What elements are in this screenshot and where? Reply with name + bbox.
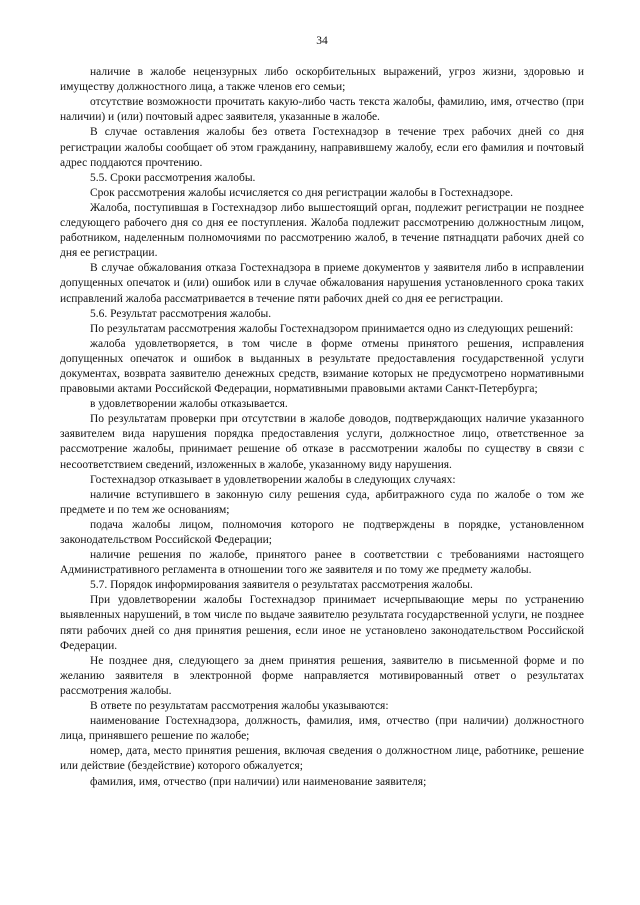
page-number: 34 <box>316 35 328 47</box>
list-item: жалоба удовлетворяется, в том числе в форме отмены принятого решения, исправления допущенных опечаток и ошибок в выданных в результате предоставления государственной услуги документах, возврата заявителю денежных средств, взимание которых не предусмотрено нормативными правовыми актами Российской Федерации, нормативными правовыми актами Санкт-Петербурга; <box>60 337 584 396</box>
list-item: фамилия, имя, отчество (при наличии) или наименование заявителя; <box>90 775 427 788</box>
list-item: подача жалобы лицом, полномочия которого не подтверждены в порядке, установленном законодательством Российской Федерации; <box>60 518 584 546</box>
paragraph: наличие в жалобе нецензурных либо оскорбительных выражений, угроз жизни, здоровью и имуществу должностного лица, а также членов его семьи; <box>60 66 584 94</box>
list-item: номер, дата, место принятия решения, включая сведения о должностном лице, работнике, решение или действие (бездействие) которого обжалуется; <box>60 745 584 773</box>
paragraph: При удовлетворении жалобы Гостехнадзор принимает исчерпывающие меры по устранению выявленных нарушений, в том числе по выдаче заявителю результата государственной услуги, не позднее пяти рабочих дней со дня принятия решения, если иное не установлено законодательством Российской Федерации. <box>60 594 584 652</box>
paragraph: Гостехнадзор отказывает в удовлетворении жалобы в следующих случаях: <box>90 473 456 486</box>
paragraph: В случае обжалования отказа Гостехнадзора в приеме документов у заявителя либо в исправлении допущенных опечаток и (или) ошибок или в случае обжалования нарушения установленного срока таких исправлений жалоба рассматривается в течение пяти рабочих дней со дня ее регистрации. <box>60 262 584 305</box>
paragraph: По результатам рассмотрения жалобы Гостехнадзором принимается одно из следующих решений: <box>90 322 574 335</box>
paragraph: В случае оставления жалобы без ответа Гостехнадзор в течение трех рабочих дней со дня регистрации жалобы сообщает об этом гражданину, направившему жалобу, если его фамилия и почтовый адрес поддаются прочтению. <box>60 126 584 169</box>
list-item: наличие решения по жалобе, принятого ранее в соответствии с требованиями настоящего Административного регламента в отношении того же заявителя и по тому же предмету жалобы. <box>60 549 584 577</box>
section-heading: 5.5. Сроки рассмотрения жалобы. <box>90 171 256 184</box>
paragraph: отсутствие возможности прочитать какую-либо часть текста жалобы, фамилию, имя, отчество (при наличии) и (или) почтовый адрес заявителя, указанные в жалобе. <box>60 96 584 124</box>
list-item: наименование Гостехнадзора, должность, фамилия, имя, отчество (при наличии) должностного лица, принявшего решение по жалобе; <box>60 715 584 743</box>
paragraph: По результатам проверки при отсутствии в жалобе доводов, подтверждающих наличие указанного заявителем вида нарушения порядка предоставления услуги, должностное лицо, ответственное за рассмотрение жалобы, принимает решение об отказе в рассмотрении жалобы по существу в связи с несоответствием сведений, изложенных в жалобе, указанному виду нарушения. <box>60 413 584 471</box>
section-heading: 5.6. Результат рассмотрения жалобы. <box>90 307 272 320</box>
list-item: наличие вступившего в законную силу решения суда, арбитражного суда по жалобе о том же предмете и по тем же основаниям; <box>60 488 584 516</box>
section-heading: 5.7. Порядок информирования заявителя о результатах рассмотрения жалобы. <box>90 579 473 592</box>
paragraph: Не позднее дня, следующего за днем принятия решения, заявителю в письменной форме и по желанию заявителя в электронной форме направляется мотивированный ответ о результатах рассмотрения жалобы. <box>60 654 584 697</box>
paragraph: Жалоба, поступившая в Гостехнадзор либо вышестоящий орган, подлежит регистрации не позднее следующего рабочего дня со дня ее поступления. Жалоба подлежит рассмотрению должностным лицом, работником, наделенным полномочиями по рассмотрению жалоб, в течение пятнадцати рабочих дней со дня ее регистрации. <box>60 201 584 260</box>
list-item: в удовлетворении жалобы отказывается. <box>90 398 288 411</box>
paragraph: В ответе по результатам рассмотрения жалобы указываются: <box>90 700 389 713</box>
paragraph: Срок рассмотрения жалобы исчисляется со дня регистрации жалобы в Гостехнадзоре. <box>90 186 513 199</box>
